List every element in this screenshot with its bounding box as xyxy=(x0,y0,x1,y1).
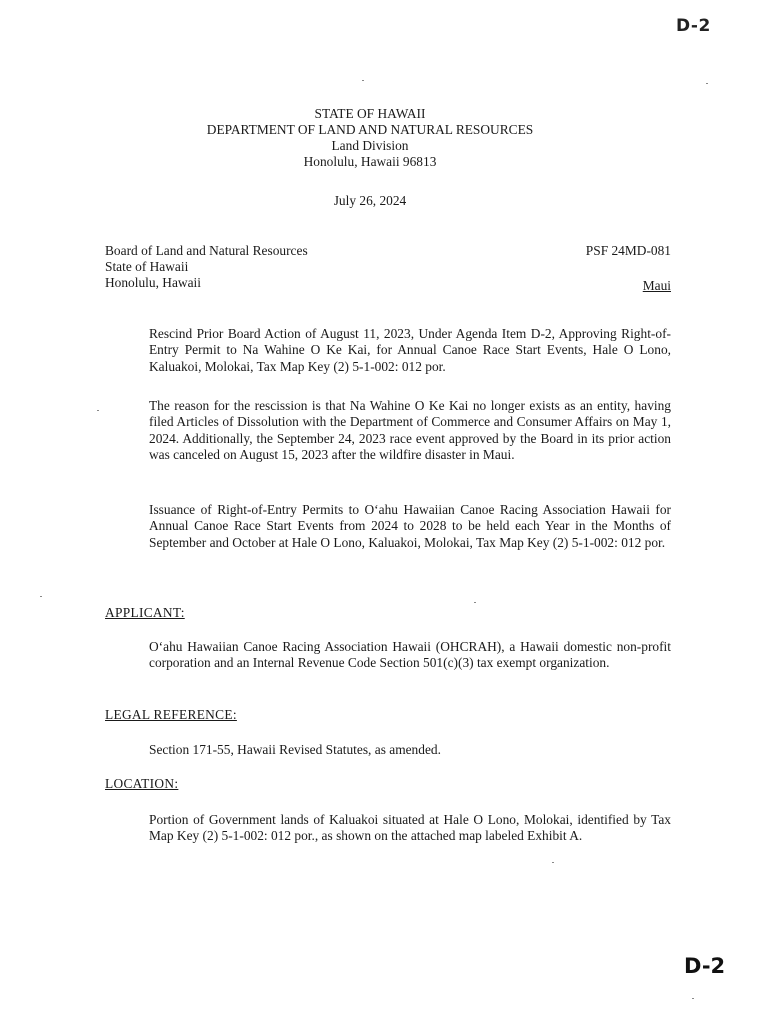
island-label: Maui xyxy=(642,278,671,293)
legal-reference-heading: LEGAL REFERENCE: xyxy=(105,707,237,722)
agenda-item-mark-top: D-2 xyxy=(676,16,711,36)
scan-speck xyxy=(40,596,42,597)
reason-paragraph: The reason for the rescission is that Na Wahine O Ke Kai no longer exists as an entity, having filed Articles of Dissolution with the Department of Commerce and Consumer Affairs on May 1, 2024. Additionally, the September 24, 2023 race event approved by the Board in its prior action was canceled on August 15, 2023 after the wildfire disaster in Maui. xyxy=(149,398,671,463)
issuance-paragraph: Issuance of Right-of-Entry Permits to O‘ahu Hawaiian Canoe Racing Association Hawaii for Annual Canoe Race Start Events from 2024 to 2028 to be held each Year in the Months of September and October at Hale O Lono, Kaluakoi, Molokai, Tax Map Key (2) 5-1-002: 012 por. xyxy=(149,502,671,550)
scan-speck xyxy=(692,998,694,999)
scan-speck xyxy=(706,83,708,84)
applicant-body: O‘ahu Hawaiian Canoe Racing Association Hawaii (OHCRAH), a Hawaii domestic non-profit corporation and an Internal Revenue Code Section 501(c)(3) tax exempt organization. xyxy=(149,639,671,671)
letterhead-city: Honolulu, Hawaii 96813 xyxy=(303,154,437,169)
file-number: PSF 24MD-081 xyxy=(585,243,671,258)
location-heading: LOCATION: xyxy=(105,776,179,791)
agenda-item-mark-bottom: D-2 xyxy=(684,954,726,978)
scan-speck xyxy=(474,602,476,603)
scan-speck xyxy=(552,862,554,863)
document-date: July 26, 2024 xyxy=(333,193,407,208)
letterhead-department: DEPARTMENT OF LAND AND NATURAL RESOURCES xyxy=(206,122,534,137)
addressee-block xyxy=(105,243,308,291)
scan-speck xyxy=(362,80,364,81)
addressee-line-3: Honolulu, Hawaii xyxy=(105,275,201,290)
scan-speck xyxy=(97,410,99,411)
legal-reference-body: Section 171-55, Hawaii Revised Statutes, as amended. xyxy=(149,742,441,757)
letterhead-state: STATE OF HAWAII xyxy=(314,106,426,121)
addressee-line-1: Board of Land and Natural Resources xyxy=(105,243,308,258)
letterhead-division: Land Division xyxy=(331,138,409,153)
addressee-line-2: State of Hawaii xyxy=(105,259,189,274)
applicant-heading: APPLICANT: xyxy=(105,605,185,620)
letterhead xyxy=(150,106,590,170)
location-body: Portion of Government lands of Kaluakoi situated at Hale O Lono, Molokai, identified by Tax Map Key (2) 5-1-002: 012 por., as shown on the attached map labeled Exhibit A. xyxy=(149,812,671,844)
rescind-paragraph: Rescind Prior Board Action of August 11, 2023, Under Agenda Item D-2, Approving Right-of-Entry Permit to Na Wahine O Ke Kai, for Annual Canoe Race Start Events, Hale O Lono, Kaluakoi, Molokai, Tax Map Key (2) 5-1-002: 012 por. xyxy=(149,326,671,374)
